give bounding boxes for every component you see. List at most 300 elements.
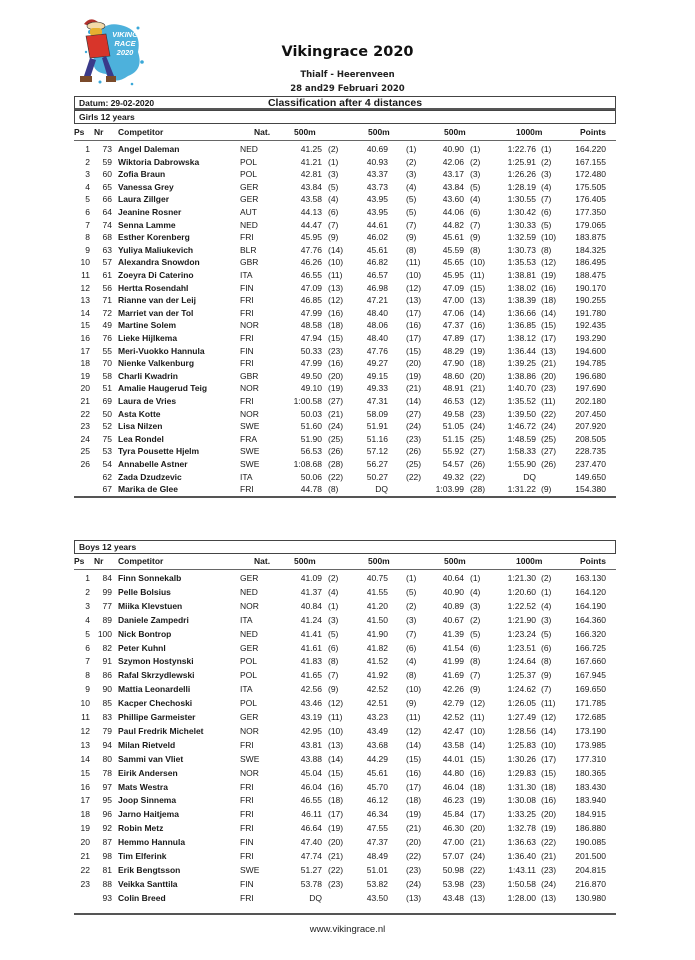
time-500m-1: DQ <box>309 892 322 903</box>
time-500m-2: 49.27 <box>366 358 388 369</box>
position: 8 <box>85 232 90 243</box>
rank-500m-1: (17) <box>328 809 344 820</box>
time-500m-1: 47.74 <box>300 851 322 861</box>
rank-500m-1: (15) <box>328 767 344 778</box>
position: 20 <box>80 383 90 394</box>
rank-1000m: (25) <box>541 433 557 444</box>
position: 14 <box>80 307 90 318</box>
table-row <box>74 308 616 321</box>
bib-number: 79 <box>102 725 112 736</box>
datum: Datum: 29-02-2020 <box>79 98 155 108</box>
table-row <box>74 670 616 683</box>
table-header <box>74 126 616 141</box>
time-500m-3: 51.15 <box>442 433 464 444</box>
rank-500m-1: (11) <box>328 270 343 280</box>
bib-number: 80 <box>102 753 112 764</box>
competitor-name: Jarno Haitjema <box>118 809 179 820</box>
competitor-name: Eirik Andersen <box>118 767 178 778</box>
position: 13 <box>80 295 90 306</box>
time-1000m: 1:30.33 <box>507 219 536 230</box>
rank-500m-2: (3) <box>406 614 417 625</box>
rank-1000m: (15) <box>541 320 557 331</box>
points: 197.690 <box>575 383 606 394</box>
time-1000m: 1:22.52 <box>507 600 536 611</box>
table-row <box>74 421 616 434</box>
time-500m-2: 41.92 <box>366 670 388 681</box>
time-500m-1: 45.95 <box>300 232 322 243</box>
nationality: POL <box>240 670 258 681</box>
rank-1000m: (11) <box>541 698 556 709</box>
rank-500m-3: (11) <box>470 270 485 280</box>
rank-500m-2: (6) <box>406 642 417 653</box>
table-row <box>74 601 616 614</box>
points: 164.360 <box>575 614 606 625</box>
rank-1000m: (3) <box>541 169 552 180</box>
points: 190.170 <box>575 282 606 293</box>
rank-500m-2: (1) <box>406 144 417 154</box>
rank-500m-3: (21) <box>470 383 486 394</box>
time-500m-2: 41.82 <box>366 642 388 653</box>
rank-500m-3: (7) <box>470 219 481 230</box>
table-row <box>74 157 616 170</box>
time-500m-1: 46.85 <box>300 295 322 306</box>
table-row <box>74 194 616 207</box>
time-500m-2: 48.49 <box>366 851 388 861</box>
competitor-name: Marika de Glee <box>118 484 179 495</box>
column-header-nat: Nat. <box>254 556 271 566</box>
time-1000m: 1:36.40 <box>507 851 536 861</box>
time-500m-3: 47.00 <box>442 295 464 306</box>
position: 26 <box>80 459 90 469</box>
table-row <box>74 851 616 864</box>
time-500m-3: 45.61 <box>442 232 464 243</box>
rank-1000m: (12) <box>541 712 557 722</box>
rank-500m-3: (8) <box>470 656 481 667</box>
time-500m-1: 44.13 <box>300 207 322 217</box>
competitor-name: Robin Metz <box>118 823 164 834</box>
time-500m-3: 41.69 <box>442 670 464 681</box>
points: 237.470 <box>575 459 606 469</box>
bib-number: 76 <box>102 333 112 343</box>
category-title-box <box>74 110 616 124</box>
time-1000m: 1:58.33 <box>507 446 536 457</box>
rank-500m-3: (1) <box>470 144 481 154</box>
rank-500m-2: (15) <box>406 345 422 356</box>
time-500m-1: 46.55 <box>300 795 322 806</box>
position: 9 <box>85 684 90 695</box>
points: 166.725 <box>575 642 606 653</box>
points: 192.435 <box>575 320 606 331</box>
table-row <box>74 207 616 220</box>
time-500m-3: 53.98 <box>442 878 464 889</box>
bib-number: 58 <box>102 370 112 381</box>
time-1000m: 1:27.49 <box>507 712 536 722</box>
rank-500m-2: (20) <box>406 358 422 369</box>
rank-1000m: (8) <box>541 244 552 255</box>
competitor-name: Martine Solem <box>118 320 177 331</box>
rank-500m-2: (27) <box>406 408 422 419</box>
time-500m-2: DQ <box>375 484 388 495</box>
rank-500m-2: (18) <box>406 795 422 806</box>
competitor-name: Laura de Vries <box>118 396 177 406</box>
time-500m-3: 47.09 <box>442 282 464 293</box>
competitor-name: Nienke Valkenburg <box>118 358 195 369</box>
time-1000m: 1:30.08 <box>507 795 536 806</box>
position: 25 <box>80 446 90 457</box>
bib-number: 54 <box>102 459 112 469</box>
column-header-nr: Nr <box>94 556 104 566</box>
rank-1000m: (9) <box>541 484 552 495</box>
rank-500m-1: (6) <box>328 207 339 217</box>
points: 163.130 <box>575 573 606 583</box>
position: 18 <box>80 358 90 369</box>
rank-500m-2: (5) <box>406 194 417 205</box>
table-row <box>74 865 616 878</box>
table-row <box>74 270 616 283</box>
nationality: NED <box>240 628 258 639</box>
position: 5 <box>85 194 90 205</box>
rank-500m-3: (9) <box>470 232 481 243</box>
nationality: FRI <box>240 795 254 806</box>
time-500m-3: 43.84 <box>442 181 464 192</box>
position: 20 <box>80 837 90 848</box>
table-row <box>74 684 616 697</box>
rank-500m-1: (13) <box>328 739 344 750</box>
time-500m-1: 56.53 <box>300 446 322 457</box>
points: 172.685 <box>575 712 606 722</box>
rank-500m-1: (7) <box>328 670 339 681</box>
table-row <box>74 615 616 628</box>
time-500m-1: 47.99 <box>300 358 322 369</box>
rank-500m-3: (3) <box>470 169 481 180</box>
points: 167.660 <box>575 656 606 667</box>
column-header-d2: 500m <box>368 556 390 566</box>
rank-500m-3: (20) <box>470 823 486 834</box>
rank-500m-3: (6) <box>470 207 481 217</box>
rank-500m-2: (16) <box>406 320 422 331</box>
bib-number: 73 <box>102 144 112 154</box>
time-500m-3: 43.58 <box>442 739 464 750</box>
points: 184.915 <box>575 809 606 820</box>
time-1000m: 1:28.19 <box>507 181 536 192</box>
table-row <box>74 768 616 781</box>
time-1000m: 1:43.11 <box>508 864 536 875</box>
time-500m-1: 42.56 <box>300 684 322 695</box>
rank-500m-3: (11) <box>470 712 485 722</box>
position: 10 <box>80 257 90 268</box>
rank-500m-3: (17) <box>470 809 486 820</box>
rank-500m-3: (7) <box>470 670 481 681</box>
rank-1000m: (21) <box>541 851 557 861</box>
points: 207.450 <box>575 408 606 419</box>
table-row <box>74 629 616 642</box>
position: 23 <box>80 421 90 432</box>
rank-500m-1: (13) <box>328 282 344 293</box>
points: 196.680 <box>575 370 606 381</box>
time-500m-2: 44.61 <box>366 219 388 230</box>
time-500m-2: 51.91 <box>366 421 388 432</box>
nationality: GER <box>240 181 259 192</box>
table-row <box>74 232 616 245</box>
time-500m-3: 42.47 <box>442 725 464 736</box>
rank-1000m: (4) <box>541 600 552 611</box>
bib-number: 75 <box>102 433 112 444</box>
rank-500m-2: (2) <box>406 600 417 611</box>
time-500m-2: 50.27 <box>366 471 388 482</box>
points: 166.320 <box>575 628 606 639</box>
bib-number: 93 <box>102 892 112 903</box>
rank-500m-1: (22) <box>328 471 344 482</box>
time-500m-1: 47.94 <box>300 333 322 343</box>
rank-500m-1: (9) <box>328 232 339 243</box>
nationality: FRI <box>240 295 254 306</box>
points: 202.180 <box>575 396 606 406</box>
time-500m-2: 47.21 <box>366 295 388 306</box>
position: 11 <box>81 270 90 280</box>
rank-1000m: (26) <box>541 459 557 469</box>
rank-1000m: (5) <box>541 628 552 639</box>
table-row <box>74 837 616 850</box>
points: 186.495 <box>575 257 606 268</box>
rank-500m-3: (27) <box>470 446 486 457</box>
rank-500m-2: (7) <box>406 219 417 230</box>
time-1000m: 1:31.22 <box>507 484 536 495</box>
nationality: GER <box>240 712 259 722</box>
table-row <box>74 754 616 767</box>
position: 15 <box>80 767 90 778</box>
table-row <box>74 383 616 396</box>
page-title: Vikingrace 2020 <box>281 44 414 60</box>
position: 9 <box>85 244 90 255</box>
rank-1000m: (23) <box>541 383 557 394</box>
rank-500m-2: (5) <box>406 207 417 217</box>
nationality: GER <box>240 573 259 583</box>
rank-500m-2: (10) <box>406 270 422 280</box>
time-500m-1: 45.04 <box>300 767 322 778</box>
time-500m-2: 48.06 <box>366 320 388 331</box>
competitor-name: Senna Lamme <box>118 219 176 230</box>
position: 16 <box>80 781 90 792</box>
time-500m-3: 48.29 <box>442 345 464 356</box>
rank-1000m: (27) <box>541 446 557 457</box>
time-500m-1: 1:08.68 <box>293 459 322 469</box>
rank-1000m: (6) <box>541 207 552 217</box>
rank-1000m: (1) <box>541 144 552 154</box>
nationality: FRI <box>240 739 254 750</box>
bib-number: 68 <box>102 232 112 243</box>
time-500m-3: 40.67 <box>442 614 464 625</box>
table-row <box>74 257 616 270</box>
time-500m-2: 46.82 <box>366 257 388 268</box>
position: 19 <box>80 370 90 381</box>
rank-500m-3: (15) <box>470 753 486 764</box>
time-1000m: 1:31.30 <box>507 781 536 792</box>
bib-number: 81 <box>102 864 112 875</box>
competitor-name: Tim Elferink <box>118 851 167 861</box>
table-row <box>74 320 616 333</box>
table-row <box>74 879 616 892</box>
time-500m-1: 41.09 <box>300 573 322 583</box>
classification-header-box <box>74 96 616 110</box>
competitor-name: Meri-Vuokko Hannula <box>118 345 205 356</box>
time-500m-1: 49.50 <box>300 370 322 381</box>
table-row <box>74 333 616 346</box>
rank-500m-1: (28) <box>328 459 344 469</box>
rank-500m-1: (18) <box>328 320 344 331</box>
time-1000m: 1:23.51 <box>507 642 536 653</box>
points: 194.785 <box>575 358 606 369</box>
time-500m-2: 47.55 <box>366 823 388 834</box>
rank-500m-1: (16) <box>328 781 344 792</box>
competitor-name: Tyra Pousette Hjelm <box>118 446 200 457</box>
nationality: NED <box>240 586 258 597</box>
table-row <box>74 809 616 822</box>
rank-1000m: (20) <box>541 370 557 381</box>
nationality: FRI <box>240 484 254 495</box>
competitor-name: Laura Zillger <box>118 194 170 205</box>
rank-500m-2: (13) <box>406 892 422 903</box>
time-500m-2: 43.50 <box>366 892 388 903</box>
competitor-name: Rafal Skrzydlewski <box>118 670 195 681</box>
rank-500m-2: (9) <box>406 232 417 243</box>
time-500m-2: 43.37 <box>366 169 388 180</box>
nationality: POL <box>240 169 258 180</box>
time-500m-1: 41.24 <box>300 614 322 625</box>
time-500m-1: 50.03 <box>300 408 322 419</box>
time-1000m: 1:21.30 <box>507 573 536 583</box>
bib-number: 82 <box>102 642 112 653</box>
nationality: FRI <box>240 851 254 861</box>
rank-500m-2: (3) <box>406 169 417 180</box>
time-500m-2: 47.37 <box>366 837 388 848</box>
table-row <box>74 396 616 409</box>
bib-number: 56 <box>102 282 112 293</box>
time-500m-1: 41.41 <box>300 628 322 639</box>
time-1000m: 1:35.53 <box>507 257 536 268</box>
position: 17 <box>80 795 90 806</box>
time-500m-1: 48.58 <box>300 320 322 331</box>
column-header-d1: 500m <box>294 556 316 566</box>
rank-500m-1: (9) <box>328 684 339 695</box>
rank-500m-2: (17) <box>406 307 422 318</box>
table-row <box>74 371 616 384</box>
position: 19 <box>80 823 90 834</box>
nationality: GBR <box>240 370 259 381</box>
time-1000m: 1:25.37 <box>507 670 536 681</box>
competitor-name: Mattia Leonardelli <box>118 684 191 695</box>
table-row <box>74 434 616 447</box>
rank-1000m: (18) <box>541 781 557 792</box>
rank-500m-3: (9) <box>470 684 481 695</box>
competitor-name: Lisa Nilzen <box>118 421 163 432</box>
bib-number: 77 <box>102 600 112 611</box>
nationality: NOR <box>240 767 259 778</box>
time-500m-1: 46.04 <box>300 781 322 792</box>
competitor-name: Amalie Haugerud Teig <box>118 383 208 394</box>
rank-1000m: (4) <box>541 181 552 192</box>
time-500m-2: 56.27 <box>366 459 388 469</box>
rank-500m-3: (8) <box>470 244 481 255</box>
competitor-name: Nick Bontrop <box>118 628 172 639</box>
time-500m-2: 43.23 <box>366 712 388 722</box>
competitor-name: Colin Breed <box>118 892 166 903</box>
points: 216.870 <box>575 878 606 889</box>
rank-500m-2: (12) <box>406 725 422 736</box>
competitor-name: Vanessa Grey <box>118 181 174 192</box>
venue: Thialf - Heerenveen <box>300 70 395 80</box>
rank-500m-3: (19) <box>470 795 486 806</box>
time-500m-3: 50.98 <box>442 864 464 875</box>
points: 179.065 <box>575 219 606 230</box>
time-500m-2: 43.95 <box>366 207 388 217</box>
time-500m-1: 41.21 <box>300 156 322 167</box>
time-500m-2: 49.33 <box>366 383 388 394</box>
points: 172.480 <box>575 169 606 180</box>
rank-500m-1: (19) <box>328 383 344 394</box>
bib-number: 98 <box>102 851 112 861</box>
time-1000m: 1:38.39 <box>507 295 536 306</box>
nationality: FIN <box>240 345 254 356</box>
rank-500m-3: (10) <box>470 725 486 736</box>
time-500m-2: 41.20 <box>366 600 388 611</box>
time-500m-3: 40.64 <box>442 573 464 583</box>
time-500m-1: 43.81 <box>300 739 322 750</box>
time-500m-3: 47.90 <box>442 358 464 369</box>
rank-500m-3: (14) <box>470 307 486 318</box>
time-500m-3: 41.99 <box>442 656 464 667</box>
time-500m-3: 47.06 <box>442 307 464 318</box>
time-500m-2: 40.75 <box>366 573 388 583</box>
table-row <box>74 220 616 233</box>
nationality: FRI <box>240 823 254 834</box>
rank-1000m: (16) <box>541 282 557 293</box>
table-row <box>74 823 616 836</box>
points: 173.985 <box>575 739 606 750</box>
event-dates: 28 and29 Februari 2020 <box>290 84 405 94</box>
rank-1000m: (15) <box>541 767 557 778</box>
time-1000m: 1:22.76 <box>507 144 536 154</box>
rank-1000m: (24) <box>541 421 557 432</box>
points: 194.600 <box>575 345 606 356</box>
rank-500m-1: (1) <box>328 600 339 611</box>
rank-500m-1: (2) <box>328 144 339 154</box>
nationality: POL <box>240 698 258 709</box>
time-500m-2: 41.50 <box>366 614 388 625</box>
table-row <box>74 245 616 258</box>
rank-500m-2: (26) <box>406 446 422 457</box>
position: 15 <box>80 320 90 331</box>
table-row <box>74 446 616 459</box>
rank-1000m: (17) <box>541 333 557 343</box>
points: 188.475 <box>575 270 606 280</box>
competitor-name: Szymon Hostynski <box>118 656 194 667</box>
rank-1000m: (10) <box>541 739 557 750</box>
rank-500m-1: (8) <box>328 656 339 667</box>
points: 183.430 <box>575 781 606 792</box>
rank-500m-1: (10) <box>328 257 344 268</box>
competitor-name: Erik Bengtsson <box>118 864 181 875</box>
time-500m-2: 49.15 <box>366 370 388 381</box>
rank-1000m: (11) <box>541 396 556 406</box>
time-500m-2: 44.29 <box>366 753 388 764</box>
nationality: NOR <box>240 383 259 394</box>
competitor-name: Jeanine Rosner <box>118 207 182 217</box>
rank-500m-1: (24) <box>328 421 344 432</box>
time-500m-3: 54.57 <box>442 459 464 469</box>
position: 2 <box>85 586 90 597</box>
rank-500m-2: (16) <box>406 767 422 778</box>
time-500m-1: 42.81 <box>300 169 322 180</box>
